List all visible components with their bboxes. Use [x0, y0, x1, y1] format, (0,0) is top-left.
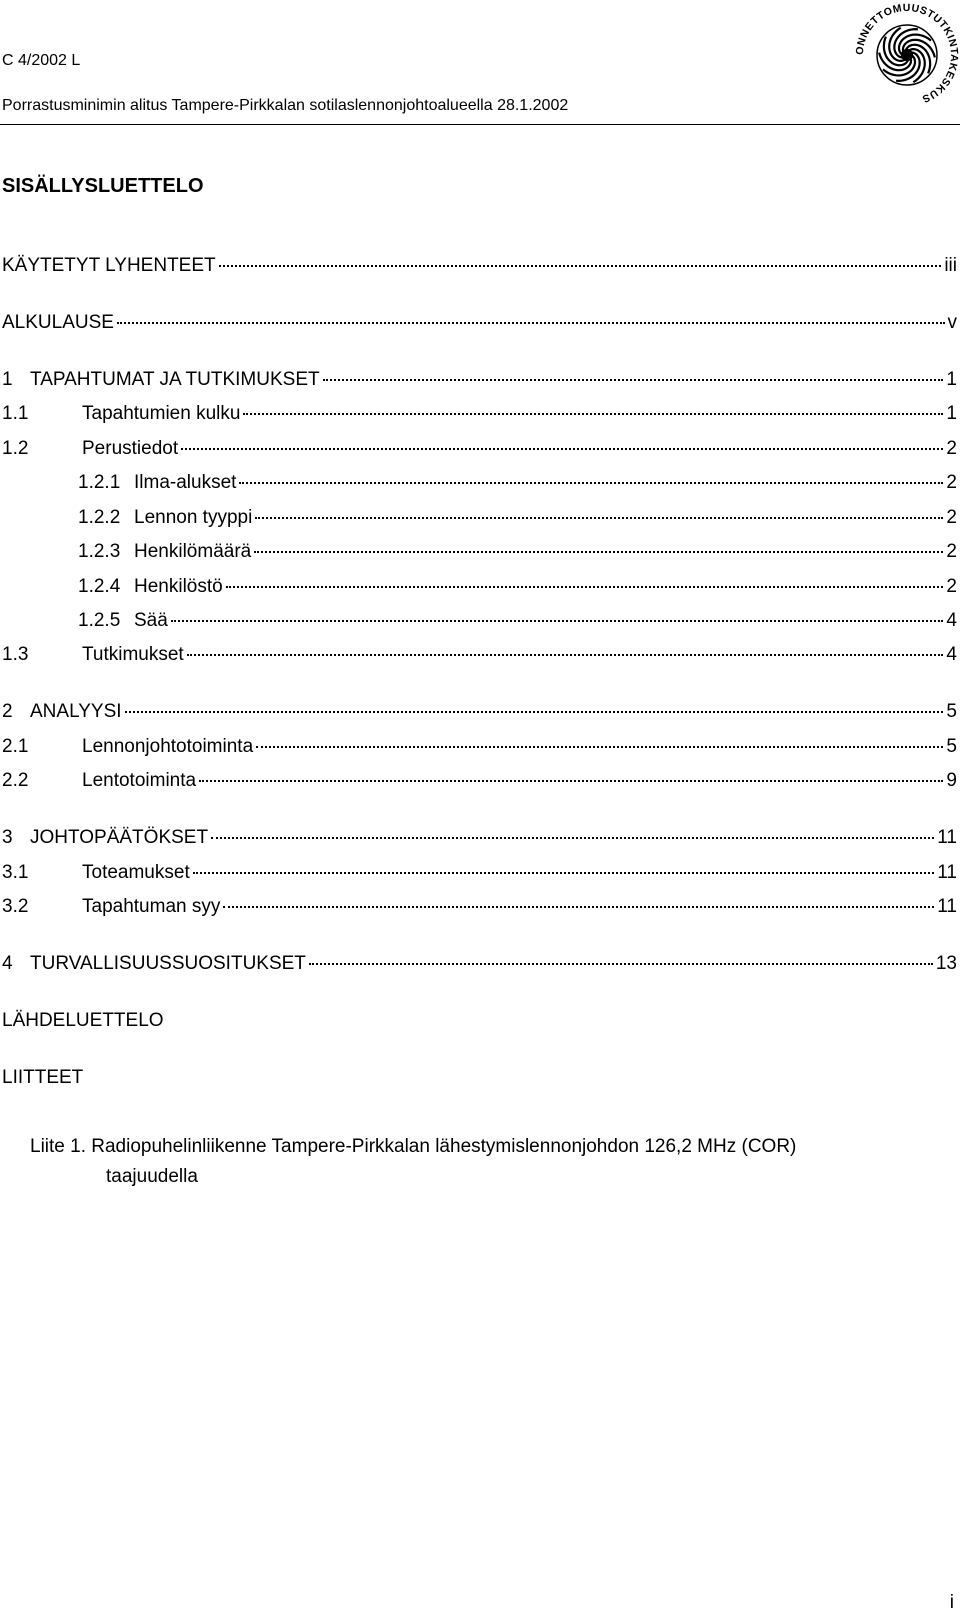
toc-heading: SISÄLLYSLUETTELO: [2, 175, 204, 197]
toc-entry-page: iii: [944, 255, 957, 276]
toc-entry-label: Lennon tyyppi: [134, 507, 253, 528]
toc-entry-label: Lennonjohtotoiminta: [82, 736, 254, 757]
toc-entry-page: v: [947, 312, 957, 333]
toc-entry-label: Toteamukset: [82, 862, 190, 883]
toc-entry[interactable]: [2, 643, 957, 667]
seal-text: ONNETTOMUUSTUTKINTAKESKUS: [854, 2, 960, 106]
toc-entry-label: Henkilömäärä: [134, 541, 252, 562]
toc-entry-number: 1.2.5: [78, 610, 121, 631]
toc-entry[interactable]: [78, 540, 957, 564]
header-divider: [0, 124, 960, 125]
seal-center-dot: [902, 50, 912, 60]
toc-entry-page: 5: [946, 736, 957, 757]
toc-entry-page: 5: [946, 701, 957, 722]
toc-dot-leader: [171, 620, 944, 622]
toc-dot-leader: [309, 963, 933, 965]
toc-entry-number: 3: [2, 827, 13, 848]
toc-entry-label: ALKULAUSE: [2, 312, 114, 333]
toc-entry-label: KÄYTETYT LYHENTEET: [2, 255, 216, 276]
toc-entry-number: 1.2.4: [78, 576, 121, 597]
toc-entry-page: 2: [946, 576, 957, 597]
toc-entry[interactable]: [78, 506, 957, 530]
toc-entry-label: Ilma-alukset: [134, 472, 237, 493]
toc-dot-leader: [199, 780, 943, 782]
page-number: i: [949, 1592, 954, 1613]
toc-entry[interactable]: [2, 700, 957, 724]
toc-lahdeluettelo[interactable]: LÄHDELUETTELO: [2, 1010, 164, 1031]
toc-entry-label: Tapahtuman syy: [82, 896, 221, 917]
toc-entry-page: 1: [946, 369, 957, 390]
toc-entry-number: 1.3: [2, 644, 29, 665]
toc-entry-page: 11: [937, 896, 957, 917]
toc-entry-number: 1: [2, 369, 13, 390]
toc-entry-number: 1.2: [2, 438, 29, 459]
toc-liite-1[interactable]: [30, 1132, 930, 1192]
toc-entry[interactable]: [2, 402, 957, 426]
toc-entry-label: TURVALLISUUSSUOSITUKSET: [30, 953, 306, 974]
toc-entry-number: 1.2.1: [78, 472, 121, 493]
toc-dot-leader: [125, 711, 944, 713]
toc-entry[interactable]: [2, 895, 957, 919]
toc-entry-page: 1: [946, 403, 957, 424]
toc-entry-number: 1.2.2: [78, 507, 121, 528]
report-title: Porrastusminimin alitus Tampere-Pirkkalan sotilaslennonjohtoalueella 28.1.2002: [2, 97, 569, 114]
toc-dot-leader: [226, 586, 944, 588]
toc-entry-page: 9: [946, 770, 957, 791]
toc-entry-number: 1.1: [2, 403, 29, 424]
toc-entry[interactable]: [2, 311, 957, 335]
toc-entry-number: 1.2.3: [78, 541, 121, 562]
toc-entry-number: 2.2: [2, 770, 29, 791]
toc-dot-leader: [223, 906, 934, 908]
toc-entry[interactable]: [78, 575, 957, 599]
toc-entry-label: Tapahtumien kulku: [82, 403, 241, 424]
toc-entry-number: 2.1: [2, 736, 29, 757]
toc-dot-leader: [255, 517, 943, 519]
toc-dot-leader: [181, 448, 943, 450]
toc-entry-page: 11: [937, 827, 957, 848]
toc-entry-page: 2: [946, 438, 957, 459]
toc-entry-number: 3.2: [2, 896, 29, 917]
toc-dot-leader: [117, 322, 945, 324]
toc-dot-leader: [243, 413, 943, 415]
toc-entry-number: 2: [2, 701, 13, 722]
toc-entry[interactable]: [2, 254, 957, 278]
toc-dot-leader: [193, 872, 935, 874]
toc-dot-leader: [211, 837, 934, 839]
toc-entry-label: Lentotoiminta: [82, 770, 197, 791]
toc-entry[interactable]: [2, 826, 957, 850]
toc-dot-leader: [323, 379, 944, 381]
toc-entry-label: Sää: [134, 610, 168, 631]
toc-entry[interactable]: [2, 368, 957, 392]
toc-entry-page: 2: [946, 507, 957, 528]
toc-dot-leader: [239, 482, 943, 484]
toc-entry[interactable]: [2, 952, 957, 976]
page-header: [0, 0, 960, 126]
liite-1-title-continued: taajuudella: [106, 1166, 198, 1187]
toc-entry-label: Henkilöstö: [134, 576, 223, 597]
toc-entry-page: 11: [937, 862, 957, 883]
toc-entry[interactable]: [2, 735, 957, 759]
toc-entry[interactable]: [78, 471, 957, 495]
toc-liitteet: LIITTEET: [2, 1067, 84, 1088]
toc-entry-label: ANALYYSI: [30, 701, 122, 722]
toc-entry[interactable]: [2, 861, 957, 885]
toc-dot-leader: [187, 654, 944, 656]
toc-entry[interactable]: [2, 437, 957, 461]
toc-entry[interactable]: [78, 609, 957, 633]
toc-entry-label: Perustiedot: [82, 438, 179, 459]
toc-entry-page: 4: [946, 644, 957, 665]
toc-dot-leader: [254, 551, 943, 553]
liite-1-title: Liite 1. Radiopuhelinliikenne Tampere-Pirkkalan lähestymislennonjohdon 126,2 MHz (COR): [30, 1136, 797, 1157]
toc-entry-number: 3.1: [2, 862, 29, 883]
toc-entry-label: TAPAHTUMAT JA TUTKIMUKSET: [30, 369, 320, 390]
report-code: C 4/2002 L: [2, 52, 81, 69]
toc-entry-label: Tutkimukset: [82, 644, 184, 665]
toc-entry-page: 4: [946, 610, 957, 631]
toc-entry-number: 4: [2, 953, 13, 974]
toc-dot-leader: [219, 265, 942, 267]
toc-entry-page: 13: [935, 953, 957, 974]
toc-entry-page: 2: [946, 541, 957, 562]
toc-entry-label: JOHTOPÄÄTÖKSET: [30, 827, 209, 848]
toc-dot-leader: [256, 746, 943, 748]
toc-entry-page: 2: [946, 472, 957, 493]
toc-entry[interactable]: [2, 769, 957, 793]
onnettomuustutkintakeskus-seal-icon: [854, 2, 960, 108]
